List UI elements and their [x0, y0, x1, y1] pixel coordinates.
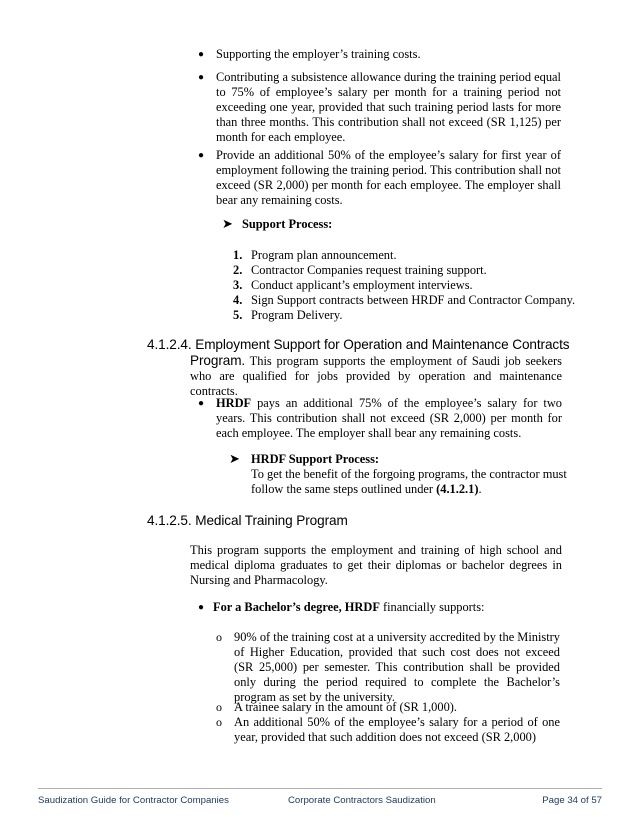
section-4125-bullet-text: financially supports: [379, 600, 485, 614]
section-4125-intro: This program supports the employment and training of high school and medical diploma graduates to get their diplomas or bachelor degrees in Nursing and Pharmacology. [190, 543, 562, 587]
bullet-icon: ● [198, 49, 205, 60]
footer-center: Corporate Contractors Saudization [288, 795, 436, 806]
bullet-item-2: Contributing a subsistence allowance during the training period equal to 75% of employee’s salary per month for a training period not exceeding one year, provided that such training period lasts for more than three months. This contribution shall not exceed (SR 1,125) per month for each employee. [216, 70, 561, 144]
section-4124-bullet-text: pays an additional 75% of the employee’s salary for two years. This contribution shall not exceed (SR 2,000) per month for each employee. The employer shall bear any remaining costs. [216, 396, 562, 440]
support-process-title: Support Process: [242, 217, 333, 231]
hrdf-process-line2: follow the same steps outlined under (4.1.2.1). [251, 482, 482, 496]
subitem-2: A trainee salary in the amount of (SR 1,000). [234, 700, 457, 714]
sub-bullet-icon: o [216, 630, 222, 644]
section-4124-bullet [216, 396, 562, 441]
hrdf-process-title: HRDF Support Process: [251, 452, 380, 466]
support-process-steps [233, 248, 593, 323]
subitem-1: 90% of the training cost at a university accredited by the Ministry of Higher Education, provided that such cost does not exceed (SR 25,000) per semester. This contribution shall be provided only during the period required to complete the Bachelor’s program as set by the university. [234, 630, 560, 704]
bullet-icon: ● [198, 72, 205, 83]
bullet-icon: ● [198, 398, 205, 409]
bullet-icon: ● [198, 602, 205, 613]
section-heading-4125: 4.1.2.5. Medical Training Program [147, 513, 348, 528]
arrow-icon: ➤ [222, 217, 233, 232]
bullet-item-3: Provide an additional 50% of the employee’s salary for first year of employment following the training period. This contribution shall not exceed (SR 2,000) per month for each employee. The employer shall bear any remaining costs. [216, 148, 561, 207]
sub-bullet-icon: o [216, 715, 222, 729]
section-reference: (4.1.2.1) [436, 482, 479, 496]
arrow-icon: ➤ [229, 452, 240, 467]
footer-left: Saudization Guide for Contractor Companies [38, 795, 229, 806]
hrdf-support-process [251, 452, 581, 497]
footer-divider [38, 788, 602, 789]
hrdf-process-line1: To get the benefit of the forgoing programs, the contractor must [251, 467, 567, 481]
section-heading-4124-cont: Program. [190, 353, 246, 368]
section-4125-bullet [213, 600, 573, 615]
page-footer [38, 795, 602, 811]
page-number: Page 34 of 57 [542, 795, 602, 806]
bullet-icon: ● [198, 150, 205, 161]
section-4124-intro [190, 352, 562, 399]
list-item: 5. Program Delivery. [233, 308, 343, 322]
sub-bullet-icon: o [216, 700, 222, 714]
list-item: 3. Conduct applicant’s employment interviews. [233, 278, 473, 292]
list-item: 1. Program plan announcement. [233, 248, 397, 262]
hrdf-label: HRDF [216, 396, 252, 410]
section-4124-intro-text: This program supports the employment of Saudi job seekers who are qualified for jobs provided by operation and maintenance contracts. [190, 354, 562, 398]
list-item: 4. Sign Support contracts between HRDF and Contractor Company. [233, 293, 576, 307]
bachelor-label: For a Bachelor’s degree, HRDF [213, 600, 380, 614]
list-item: 2. Contractor Companies request training support. [233, 263, 487, 277]
section-heading-4124: 4.1.2.4. Employment Support for Operation and Maintenance Contracts [147, 337, 570, 352]
subitem-3: An additional 50% of the employee’s salary for a period of one year, provided that such addition does not exceed (SR 2,000) [234, 715, 560, 744]
bullet-item-1: Supporting the employer’s training costs. [216, 47, 421, 61]
